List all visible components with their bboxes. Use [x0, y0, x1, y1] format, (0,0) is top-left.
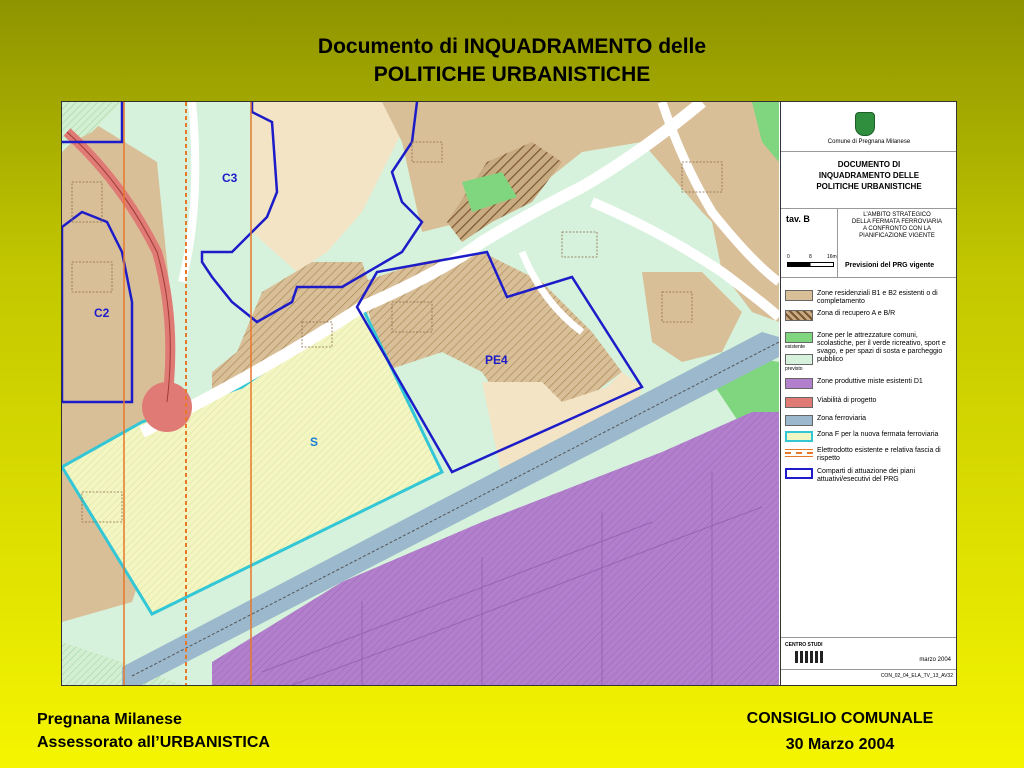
legend-swatch	[785, 290, 813, 301]
legend-doc-title: DOCUMENTO DI INQUADRAMENTO DELLE POLITICHE URBANISTICHE	[816, 160, 922, 191]
ambito-text: L'AMBITO STRATEGICO DELLA FERMATA FERROVIARIA A CONFRONTO CON LA PIANIFICAZIONE VIGENTE	[851, 212, 943, 239]
legend-item: Zona di recupero A e B/R	[785, 310, 953, 321]
municipal-emblem-icon	[855, 112, 875, 136]
legend-swatch	[785, 468, 813, 479]
municipality-name: Comune di Pregnana Milanese	[827, 139, 911, 145]
scale-bar	[787, 262, 834, 267]
legend-swatch	[785, 415, 813, 426]
legend-swatch	[785, 332, 813, 343]
title-line-2: POLITICHE URBANISTICHE	[373, 63, 651, 86]
legend-item: Zona F per la nuova fermata ferroviaria	[785, 431, 953, 442]
legend-item: Zone produttive miste esistenti D1	[785, 378, 953, 389]
legend-swatch	[785, 354, 813, 365]
footer-council: CONSIGLIO COMUNALE	[746, 710, 934, 727]
legend-date: marzo 2004	[919, 657, 951, 663]
tav-label: tav. B	[786, 214, 810, 224]
legend-swatch	[785, 378, 813, 389]
legend-item: Comparti di attuazione dei piani attuativi/esecutivi del PRG	[785, 468, 953, 484]
legend-swatch	[785, 310, 813, 321]
legend-item: Elettrodotto esistente e relativa fascia di rispetto	[785, 447, 953, 463]
footer-municipality: Pregnana Milanese	[37, 711, 182, 728]
legend-item: esistente previsto Zone per le attrezzature comuni, scolastiche, per il verde ricreativo, sport e svago, e per spazi di sosta e parcheggio pubblico	[785, 332, 946, 372]
scale-tick-0: 0	[787, 254, 790, 260]
scale-tick-2: 16m	[827, 254, 837, 260]
map-label-pe4: PE4	[485, 353, 508, 367]
map-label-c2: C2	[94, 306, 110, 320]
legend-item: Zona ferroviaria	[785, 415, 953, 426]
footer-date: 30 Marzo 2004	[785, 736, 895, 753]
scale-tick-1: 8	[809, 254, 812, 260]
title-line-1: Documento di INQUADRAMENTO delle	[317, 35, 707, 58]
legend-panel	[780, 102, 957, 685]
legend-swatch	[785, 431, 813, 442]
slide-title	[0, 33, 1024, 89]
studio-name: CENTRO STUDI	[785, 642, 823, 648]
legend-swatch	[785, 447, 813, 458]
legend-swatch	[785, 397, 813, 408]
zoning-map	[62, 102, 779, 685]
legend-item: Viabilità di progetto	[785, 397, 953, 408]
studio-logo-icon	[795, 651, 825, 663]
map-frame	[61, 101, 957, 686]
footer-left	[37, 708, 270, 754]
map-label-s: S	[310, 435, 319, 449]
legend-subtitle: Previsioni del PRG vigente	[845, 262, 935, 269]
footer-right	[700, 706, 980, 758]
document-code: CON_02_04_ELA_TV_13_AV32	[880, 673, 953, 679]
map-label-c3: C3	[222, 171, 238, 185]
footer-department: Assessorato all’URBANISTICA	[37, 734, 270, 751]
legend-item: Zone residenziali B1 e B2 esistenti o di completamento	[785, 290, 953, 306]
